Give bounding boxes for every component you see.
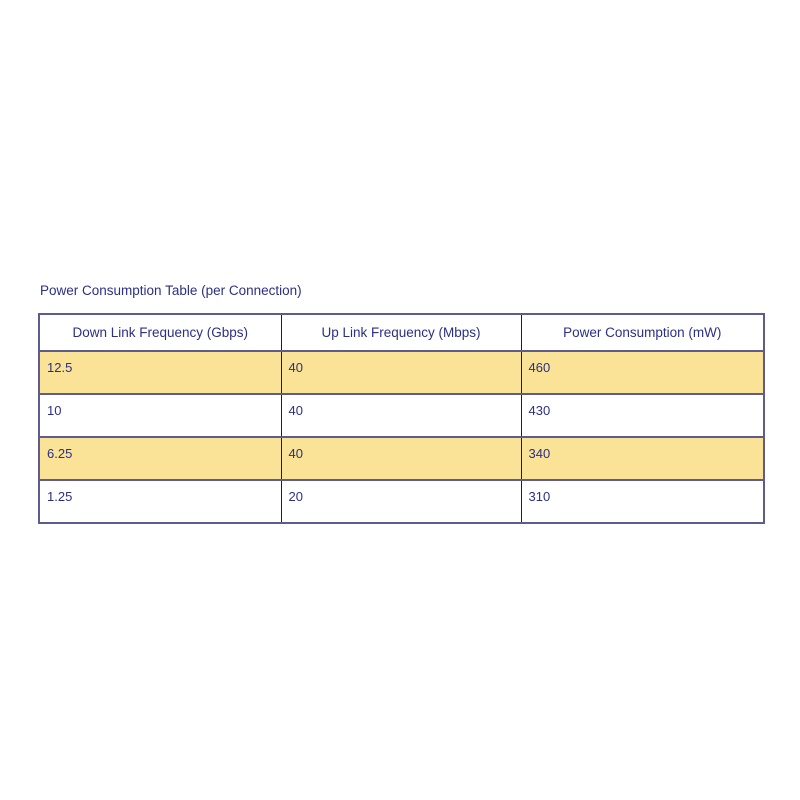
table-cell: 20 <box>281 480 521 523</box>
table-cell: 430 <box>521 394 764 437</box>
table-cell: 340 <box>521 437 764 480</box>
table-cell: 40 <box>281 394 521 437</box>
table-cell: 12.5 <box>39 351 281 394</box>
table-cell: 40 <box>281 437 521 480</box>
table-body <box>39 351 764 523</box>
table-cell: 10 <box>39 394 281 437</box>
column-header: Down Link Frequency (Gbps) <box>39 314 281 351</box>
column-header: Up Link Frequency (Mbps) <box>281 314 521 351</box>
table-cell: 1.25 <box>39 480 281 523</box>
table-title: Power Consumption Table (per Connection) <box>40 283 302 298</box>
table-row <box>39 480 764 523</box>
table-cell: 6.25 <box>39 437 281 480</box>
table-row <box>39 437 764 480</box>
power-consumption-table <box>38 313 765 524</box>
header-row <box>39 314 764 351</box>
table-cell: 310 <box>521 480 764 523</box>
table-row <box>39 351 764 394</box>
column-header: Power Consumption (mW) <box>521 314 764 351</box>
table-row <box>39 394 764 437</box>
table-cell: 40 <box>281 351 521 394</box>
table-cell: 460 <box>521 351 764 394</box>
